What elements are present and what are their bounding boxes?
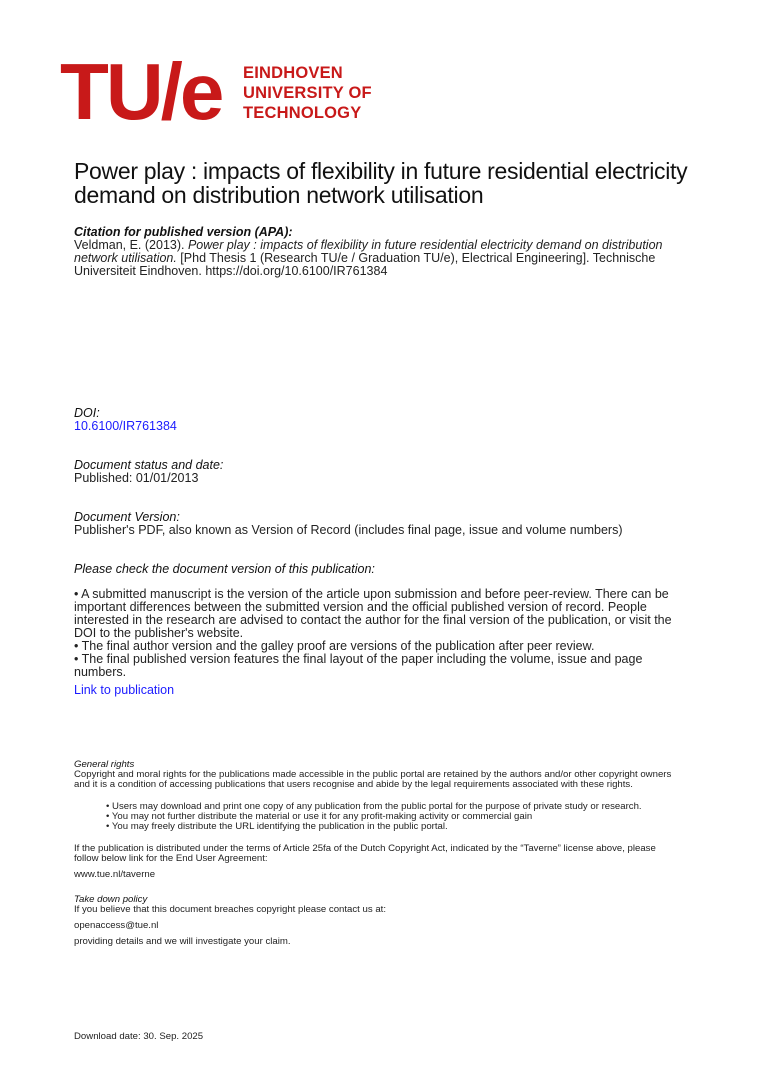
- version-check-line-2: important differences between the submitted version and the official published version of record. People: [74, 600, 647, 614]
- university-name-line-2: UNIVERSITY OF: [243, 84, 372, 102]
- citation-section: [74, 226, 714, 278]
- rights-bullet-1: • Users may download and print one copy of any publication from the public portal for the purpose of private study or research.: [106, 801, 642, 812]
- status-section: [74, 459, 714, 485]
- citation-title-part-1: Power play : impacts of flexibility in future residential electricity demand on distribution: [187, 238, 663, 252]
- university-name-line-3: TECHNOLOGY: [243, 104, 362, 122]
- rights-bullet-3: • You may freely distribute the URL identifying the publication in the public portal.: [106, 821, 448, 832]
- general-rights-section: [74, 760, 734, 790]
- version-check-line-1: • A submitted manuscript is the version of the article upon submission and before peer-review. There can be: [74, 587, 669, 601]
- version-check-line-5: • The final author version and the galley proof are versions of the publication after peer review.: [74, 639, 595, 653]
- citation-title-part-2: network utilisation.: [74, 251, 177, 265]
- doi-label: DOI:: [74, 406, 100, 420]
- takedown-text: If you believe that this document breaches copyright please contact us at:: [74, 904, 386, 915]
- rights-bullet-2: • You may not further distribute the material or use it for any profit-making activity or commercial gain: [106, 811, 533, 822]
- doi-section: [74, 407, 714, 433]
- taverne-line-1: If the publication is distributed under the terms of Article 25fa of the Dutch Copyright Act, indicated by the “Taverne” license above, please: [74, 843, 656, 854]
- download-date: Download date: 30. Sep. 2025: [74, 1031, 204, 1042]
- takedown-after: providing details and we will investigate your claim.: [74, 936, 291, 947]
- taverne-line-2: follow below link for the End User Agreement:: [74, 853, 268, 864]
- university-name-line-1: EINDHOVEN: [243, 64, 343, 82]
- version-check-line-3: interested in the research are advised to contact the author for the final version of the publication, or visit the: [74, 613, 672, 627]
- doi-link[interactable]: 10.6100/IR761384: [74, 419, 177, 433]
- status-label: Document status and date:: [74, 458, 224, 472]
- version-label: Document Version:: [74, 510, 180, 524]
- title-line-2: demand on distribution network utilisation: [74, 182, 484, 208]
- version-section: [74, 511, 754, 537]
- version-value: Publisher's PDF, also known as Version of Record (includes final page, issue and volume numbers): [74, 523, 623, 537]
- version-check-label: Please check the document version of this publication:: [74, 562, 375, 576]
- citation-line-3: Universiteit Eindhoven. https://doi.org/10.6100/IR761384: [74, 264, 388, 278]
- tue-logo-mark: TU/e: [60, 47, 222, 136]
- citation-label: Citation for published version (APA):: [74, 225, 293, 239]
- rights-bullets: [106, 802, 726, 832]
- version-check-line-7: numbers.: [74, 665, 127, 679]
- openaccess-email-link[interactable]: openaccess@tue.nl: [74, 920, 159, 931]
- version-check-line-4: DOI to the publisher's website.: [74, 626, 244, 640]
- general-rights-line-2: and it is a condition of accessing publications that users recognise and abide by the legal requirements associated with these rights.: [74, 779, 633, 790]
- general-rights-label: General rights: [74, 759, 135, 770]
- version-check-line-6: • The final published version features the final layout of the paper including the volume, issue and page: [74, 652, 643, 666]
- university-name: [243, 63, 372, 123]
- status-value: Published: 01/01/2013: [74, 471, 199, 485]
- takedown-section: [74, 895, 734, 947]
- taverne-section: [74, 844, 734, 880]
- general-rights-line-1: Copyright and moral rights for the publications made accessible in the public portal are retained by the authors and/or other copyright owners: [74, 769, 672, 780]
- citation-text: [74, 239, 714, 278]
- document-title: [74, 159, 754, 207]
- citation-thesis-info: [Phd Thesis 1 (Research TU/e / Graduation TU/e), Electrical Engineering]. Technische: [176, 251, 656, 265]
- version-check-text: [74, 588, 754, 679]
- title-line-1: Power play : impacts of flexibility in future residential electricity: [74, 158, 688, 184]
- taverne-link[interactable]: www.tue.nl/taverne: [74, 869, 156, 880]
- takedown-label: Take down policy: [74, 894, 148, 905]
- citation-author: Veldman, E. (2013).: [74, 238, 188, 252]
- version-check-section: [74, 563, 754, 697]
- link-to-publication[interactable]: Link to publication: [74, 683, 175, 697]
